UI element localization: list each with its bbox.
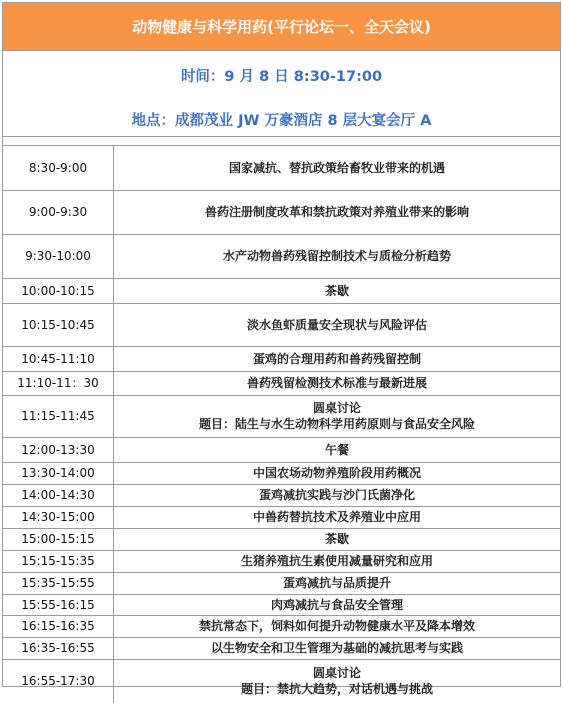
schedule-topic — [114, 528, 561, 550]
topic-title: 茶歇 — [324, 283, 349, 298]
schedule-row — [3, 234, 560, 278]
schedule-row — [3, 572, 560, 594]
session-time: 时间：9 月 8 日 8:30-17:00 — [180, 69, 383, 85]
session-info — [3, 51, 560, 137]
schedule-row — [3, 395, 560, 437]
topic-title: 国家减抗、替抗政策给畜牧业带来的机遇 — [228, 160, 445, 175]
topic-title: 兽药注册制度改革和禁抗政策对养殖业带来的影响 — [204, 205, 469, 219]
schedule-topic — [114, 637, 561, 659]
schedule-time: 13:30-14:00 — [3, 462, 114, 484]
topic-title: 兽药残留检测技术标准与最新进展 — [246, 376, 427, 390]
schedule-row — [3, 371, 560, 395]
topic-title: 中兽药替抗技术及养殖业中应用 — [252, 510, 421, 524]
schedule-time: 15:55-16:15 — [3, 594, 114, 615]
topic-title: 圆桌讨论 — [312, 666, 361, 681]
topic-title: 以生物安全和卫生管理为基础的减抗思考与实践 — [210, 641, 463, 655]
schedule-time: 14:30-15:00 — [3, 506, 114, 528]
schedule-topic — [114, 371, 561, 395]
schedule-topic — [114, 594, 561, 615]
topic-title: 禁抗常态下，饲料如何提升动物健康水平及降本增效 — [198, 619, 475, 633]
schedule-time: 15:15-15:35 — [3, 550, 114, 572]
schedule-time: 16:35-16:55 — [3, 637, 114, 659]
schedule-topic — [114, 346, 561, 371]
topic-title: 水产动物兽药残留控制技术与质检分析趋势 — [222, 249, 451, 263]
topic-title: 蛋鸡的合理用药和兽药残留控制 — [252, 351, 421, 366]
schedule-time: 12:00-13:30 — [3, 437, 114, 462]
schedule-topic — [114, 550, 561, 572]
schedule-topic — [114, 190, 561, 234]
schedule-row — [3, 550, 560, 572]
schedule-topic — [114, 146, 561, 190]
schedule-row — [3, 303, 560, 346]
schedule-time: 10:45-11:10 — [3, 346, 114, 371]
schedule-topic — [114, 659, 561, 703]
schedule-time: 8:30-9:00 — [3, 146, 114, 190]
topic-title: 蛋鸡减抗实践与沙门氏菌净化 — [258, 488, 415, 502]
schedule-row — [3, 594, 560, 615]
topic-title: 午餐 — [324, 442, 349, 457]
spacer-row — [3, 137, 560, 146]
schedule-row — [3, 437, 560, 462]
agenda-title: 动物健康与科学用药(平行论坛一、全天会议) — [3, 3, 560, 51]
topic-title: 蛋鸡减抗与品质提升 — [282, 576, 391, 590]
schedule-topic — [114, 484, 561, 506]
schedule-topic — [114, 572, 561, 594]
schedule-time: 10:00-10:15 — [3, 278, 114, 303]
schedule-time: 11:10-11：30 — [3, 371, 114, 395]
schedule-row — [3, 346, 560, 371]
schedule-row — [3, 528, 560, 550]
schedule-row — [3, 278, 560, 303]
schedule-row — [3, 659, 560, 703]
schedule-time: 15:35-15:55 — [3, 572, 114, 594]
schedule-time: 16:15-16:35 — [3, 615, 114, 637]
schedule-row — [3, 615, 560, 637]
topic-title: 肉鸡减抗与食品安全管理 — [270, 597, 403, 612]
schedule-time: 16:55-17:30 — [3, 659, 114, 703]
schedule-table — [3, 146, 560, 703]
schedule-topic — [114, 506, 561, 528]
schedule-row — [3, 190, 560, 234]
schedule-row — [3, 506, 560, 528]
schedule-topic — [114, 395, 561, 437]
schedule-row — [3, 637, 560, 659]
schedule-time: 10:15-10:45 — [3, 303, 114, 346]
agenda-sheet — [2, 2, 561, 697]
schedule-time: 15:00-15:15 — [3, 528, 114, 550]
schedule-topic — [114, 278, 561, 303]
schedule-row — [3, 484, 560, 506]
session-venue: 地点：成都茂业 JW 万豪酒店 8 层大宴会厅 A — [131, 113, 432, 129]
topic-title: 淡水鱼虾质量安全现状与风险评估 — [246, 317, 427, 332]
schedule-row — [3, 146, 560, 190]
topic-title: 圆桌讨论 — [312, 401, 361, 415]
topic-title: 生猪养殖抗生素使用减量研究和应用 — [240, 554, 433, 568]
schedule-time: 9:00-9:30 — [3, 190, 114, 234]
schedule-topic — [114, 462, 561, 484]
topic-title: 茶歇 — [324, 532, 349, 546]
schedule-time: 9:30-10:00 — [3, 234, 114, 278]
topic-title: 中国农场动物养殖阶段用药概况 — [252, 466, 421, 480]
schedule-time: 11:15-11:45 — [3, 395, 114, 437]
topic-subtitle: 题目：禁抗大趋势，对话机遇与挑战 — [240, 682, 433, 697]
schedule-row — [3, 462, 560, 484]
schedule-topic — [114, 234, 561, 278]
schedule-topic — [114, 437, 561, 462]
topic-subtitle: 题目：陆生与水生动物科学用药原则与食品安全风险 — [198, 417, 475, 431]
schedule-time: 14:00-14:30 — [3, 484, 114, 506]
schedule-topic — [114, 303, 561, 346]
schedule-topic — [114, 615, 561, 637]
